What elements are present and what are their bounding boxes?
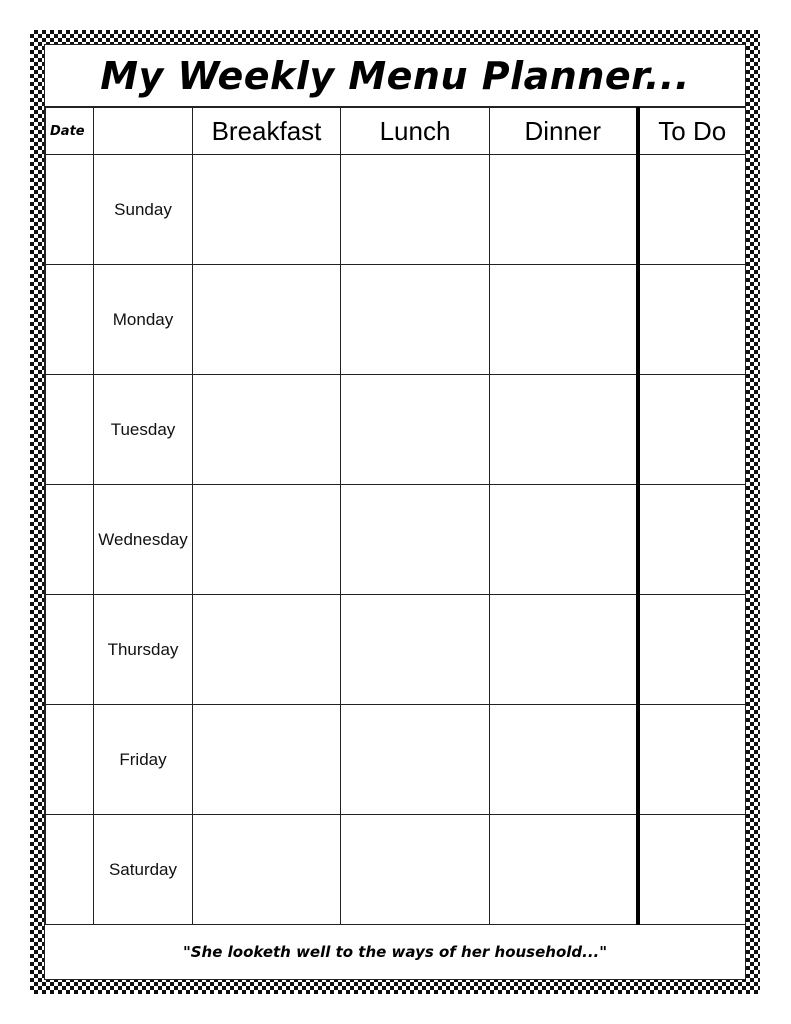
breakfast-cell[interactable] — [193, 375, 341, 485]
footer-quote: "She looketh well to the ways of her household..." — [182, 942, 608, 961]
day-row-saturday — [46, 815, 746, 925]
planner-sheet — [45, 45, 745, 979]
day-label: Sunday — [94, 155, 193, 265]
lunch-cell[interactable] — [341, 815, 490, 925]
date-cell[interactable] — [46, 595, 94, 705]
dinner-cell[interactable] — [490, 155, 638, 265]
day-column-header — [94, 108, 193, 155]
breakfast-cell[interactable] — [193, 815, 341, 925]
todo-cell[interactable] — [638, 155, 746, 265]
day-row-monday — [46, 265, 746, 375]
day-label: Wednesday — [94, 485, 193, 595]
todo-cell[interactable] — [638, 595, 746, 705]
todo-cell[interactable] — [638, 815, 746, 925]
day-row-thursday — [46, 595, 746, 705]
day-label: Saturday — [94, 815, 193, 925]
lunch-column-header: Lunch — [341, 108, 490, 155]
breakfast-cell[interactable] — [193, 155, 341, 265]
day-label: Friday — [94, 705, 193, 815]
date-cell[interactable] — [46, 375, 94, 485]
dinner-cell[interactable] — [490, 265, 638, 375]
menu-grid — [45, 107, 746, 925]
todo-cell[interactable] — [638, 265, 746, 375]
lunch-cell[interactable] — [341, 705, 490, 815]
date-cell[interactable] — [46, 485, 94, 595]
dinner-cell[interactable] — [490, 815, 638, 925]
date-cell[interactable] — [46, 155, 94, 265]
date-cell[interactable] — [46, 265, 94, 375]
breakfast-cell[interactable] — [193, 265, 341, 375]
day-row-sunday — [46, 155, 746, 265]
date-column-header: Date — [46, 108, 94, 155]
todo-column-header: To Do — [638, 108, 746, 155]
dinner-cell[interactable] — [490, 595, 638, 705]
todo-cell[interactable] — [638, 375, 746, 485]
day-row-tuesday — [46, 375, 746, 485]
lunch-cell[interactable] — [341, 155, 490, 265]
breakfast-cell[interactable] — [193, 705, 341, 815]
day-label: Thursday — [94, 595, 193, 705]
lunch-cell[interactable] — [341, 595, 490, 705]
page-title: My Weekly Menu Planner... — [45, 45, 745, 107]
lunch-cell[interactable] — [341, 485, 490, 595]
breakfast-cell[interactable] — [193, 595, 341, 705]
dinner-cell[interactable] — [490, 485, 638, 595]
todo-cell[interactable] — [638, 705, 746, 815]
lunch-cell[interactable] — [341, 265, 490, 375]
header-row — [46, 108, 746, 155]
dinner-cell[interactable] — [490, 705, 638, 815]
day-label: Tuesday — [94, 375, 193, 485]
breakfast-cell[interactable] — [193, 485, 341, 595]
breakfast-column-header: Breakfast — [193, 108, 341, 155]
day-row-wednesday — [46, 485, 746, 595]
date-cell[interactable] — [46, 705, 94, 815]
date-cell[interactable] — [46, 815, 94, 925]
todo-cell[interactable] — [638, 485, 746, 595]
dinner-column-header: Dinner — [490, 108, 638, 155]
dinner-cell[interactable] — [490, 375, 638, 485]
day-label: Monday — [94, 265, 193, 375]
day-row-friday — [46, 705, 746, 815]
lunch-cell[interactable] — [341, 375, 490, 485]
